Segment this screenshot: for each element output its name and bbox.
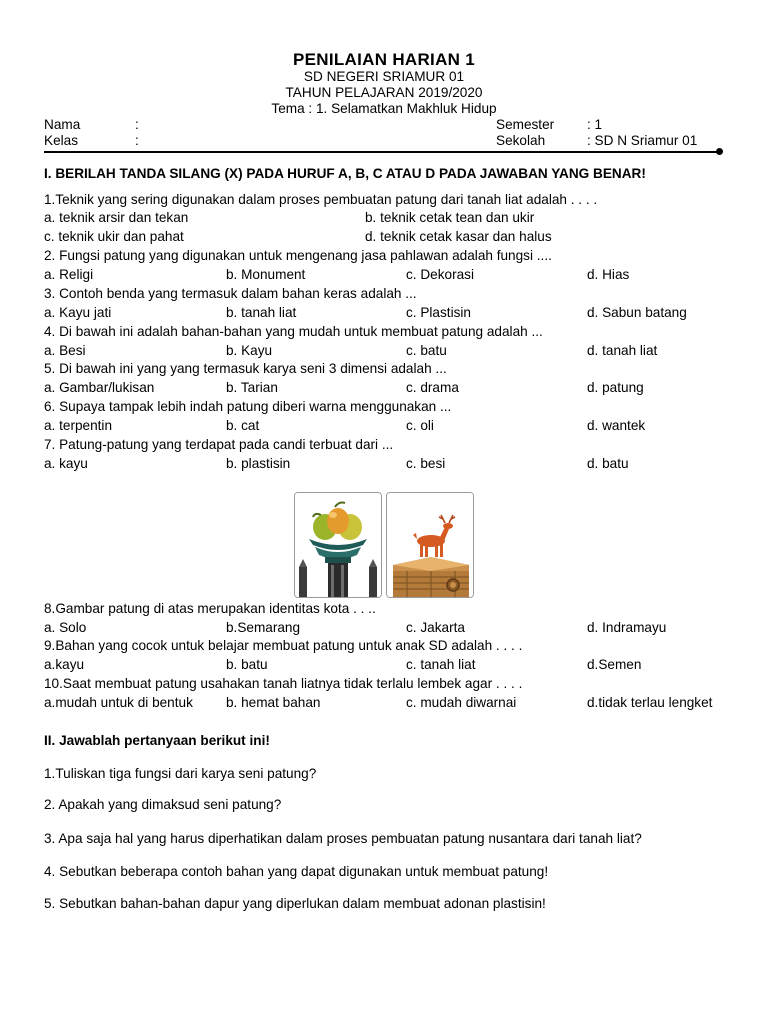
q10-option-a[interactable]: a.mudah untuk di bentuk (44, 695, 193, 710)
q10-option-d[interactable]: d.tidak terlau lengket (587, 695, 713, 710)
q5-option-d[interactable]: d. patung (587, 380, 644, 395)
essay-question-1: 1.Tuliskan tiga fungsi dari karya seni patung? (44, 766, 317, 781)
q10-option-b[interactable]: b. hemat bahan (226, 695, 321, 710)
nama-label: Nama (44, 117, 81, 132)
sekolah-value: : SD N Sriamur 01 (587, 133, 698, 148)
school-year: TAHUN PELAJARAN 2019/2020 (285, 85, 483, 100)
question-2: 2. Fungsi patung yang digunakan untuk mengenang jasa pahlawan adalah fungsi .... (44, 248, 552, 263)
q3-option-b[interactable]: b. tanah liat (226, 305, 297, 320)
sekolah-label: Sekolah (496, 133, 546, 148)
q3-option-c[interactable]: c. Plastisin (406, 305, 471, 320)
q5-option-a[interactable]: a. Gambar/lukisan (44, 380, 155, 395)
q8-option-b[interactable]: b.Semarang (226, 620, 301, 635)
q6-option-b[interactable]: b. cat (226, 418, 260, 433)
q3-option-a[interactable]: a. Kayu jati (44, 305, 112, 320)
q6-option-a[interactable]: a. terpentin (44, 418, 113, 433)
essay-question-5: 5. Sebutkan bahan-bahan dapur yang diperlukan dalam membuat adonan plastisin! (44, 896, 546, 911)
question-10: 10.Saat membuat patung usahakan tanah liatnya tidak terlalu lembek agar . . . . (44, 676, 523, 691)
question-8: 8.Gambar patung di atas merupakan identitas kota . . .. (44, 601, 376, 616)
q5-option-b[interactable]: b. Tarian (226, 380, 278, 395)
question-1: 1.Teknik yang sering digunakan dalam proses pembuatan patung dari tanah liat adalah . . . . (44, 192, 598, 207)
q1-option-b[interactable]: b. teknik cetak tean dan ukir (365, 210, 535, 225)
essay-question-2: 2. Apakah yang dimaksud seni patung? (44, 797, 282, 812)
essay-question-4: 4. Sebutkan beberapa contoh bahan yang dapat digunakan untuk membuat patung! (44, 864, 549, 879)
q2-option-a[interactable]: a. Religi (44, 267, 94, 282)
q4-option-d[interactable]: d. tanah liat (587, 343, 658, 358)
q6-option-d[interactable]: d. wantek (587, 418, 646, 433)
question-4: 4. Di bawah ini adalah bahan-bahan yang mudah untuk membuat patung adalah ... (44, 324, 543, 339)
semester-label: Semester (496, 117, 555, 132)
q2-option-d[interactable]: d. Hias (587, 267, 630, 282)
q9-option-c[interactable]: c. tanah liat (406, 657, 476, 672)
page-title: PENILAIAN HARIAN 1 (292, 50, 476, 69)
q6-option-c[interactable]: c. oli (406, 418, 434, 433)
q2-option-b[interactable]: b. Monument (226, 267, 306, 282)
q1-option-a[interactable]: a. teknik arsir dan tekan (44, 210, 189, 225)
q4-option-a[interactable]: a. Besi (44, 343, 86, 358)
q8-option-c[interactable]: c. Jakarta (406, 620, 465, 635)
theme-line: Tema : 1. Selamatkan Makhluk Hidup (271, 101, 497, 116)
school-name: SD NEGERI SRIAMUR 01 (303, 69, 465, 84)
deer-statue-icon (386, 492, 474, 598)
q9-option-d[interactable]: d.Semen (587, 657, 642, 672)
q7-option-b[interactable]: b. plastisin (226, 456, 291, 471)
question-5: 5. Di bawah ini yang yang termasuk karya seni 3 dimensi adalah ... (44, 361, 447, 376)
section2-instruction: II. Jawablah pertanyaan berikut ini! (44, 733, 270, 748)
q3-option-d[interactable]: d. Sabun batang (587, 305, 687, 320)
q8-option-d[interactable]: d. Indramayu (587, 620, 667, 635)
q7-option-a[interactable]: a. kayu (44, 456, 88, 471)
mango-monument-icon (294, 492, 382, 598)
kelas-colon: : (135, 133, 139, 148)
q2-option-c[interactable]: c. Dekorasi (406, 267, 474, 282)
q1-option-d[interactable]: d. teknik cetak kasar dan halus (365, 229, 552, 244)
q9-option-b[interactable]: b. batu (226, 657, 268, 672)
q4-option-b[interactable]: b. Kayu (226, 343, 273, 358)
kelas-label: Kelas (44, 133, 79, 148)
question-3: 3. Contoh benda yang termasuk dalam bahan keras adalah ... (44, 286, 417, 301)
q8-option-a[interactable]: a. Solo (44, 620, 87, 635)
q9-option-a[interactable]: a.kayu (44, 657, 85, 672)
essay-question-3: 3. Apa saja hal yang harus diperhatikan dalam proses pembuatan patung nusantara dari tanah liat? (44, 831, 642, 846)
divider-end-dot (716, 148, 723, 155)
q10-option-c[interactable]: c. mudah diwarnai (406, 695, 517, 710)
q7-option-c[interactable]: c. besi (406, 456, 446, 471)
semester-value: : 1 (587, 117, 603, 132)
nama-colon: : (135, 117, 139, 132)
question-9: 9.Bahan yang cocok untuk belajar membuat patung untuk anak SD adalah . . . . (44, 638, 523, 653)
section1-instruction: I. BERILAH TANDA SILANG (X) PADA HURUF A, B, C ATAU D PADA JAWABAN YANG BENAR! (44, 166, 646, 181)
q1-option-c[interactable]: c. teknik ukir dan pahat (44, 229, 184, 244)
q7-option-d[interactable]: d. batu (587, 456, 629, 471)
question-6: 6. Supaya tampak lebih indah patung diberi warna menggunakan ... (44, 399, 452, 414)
header-divider (44, 151, 720, 153)
q5-option-c[interactable]: c. drama (406, 380, 459, 395)
question-7: 7. Patung-patung yang terdapat pada candi terbuat dari ... (44, 437, 394, 452)
q4-option-c[interactable]: c. batu (406, 343, 447, 358)
